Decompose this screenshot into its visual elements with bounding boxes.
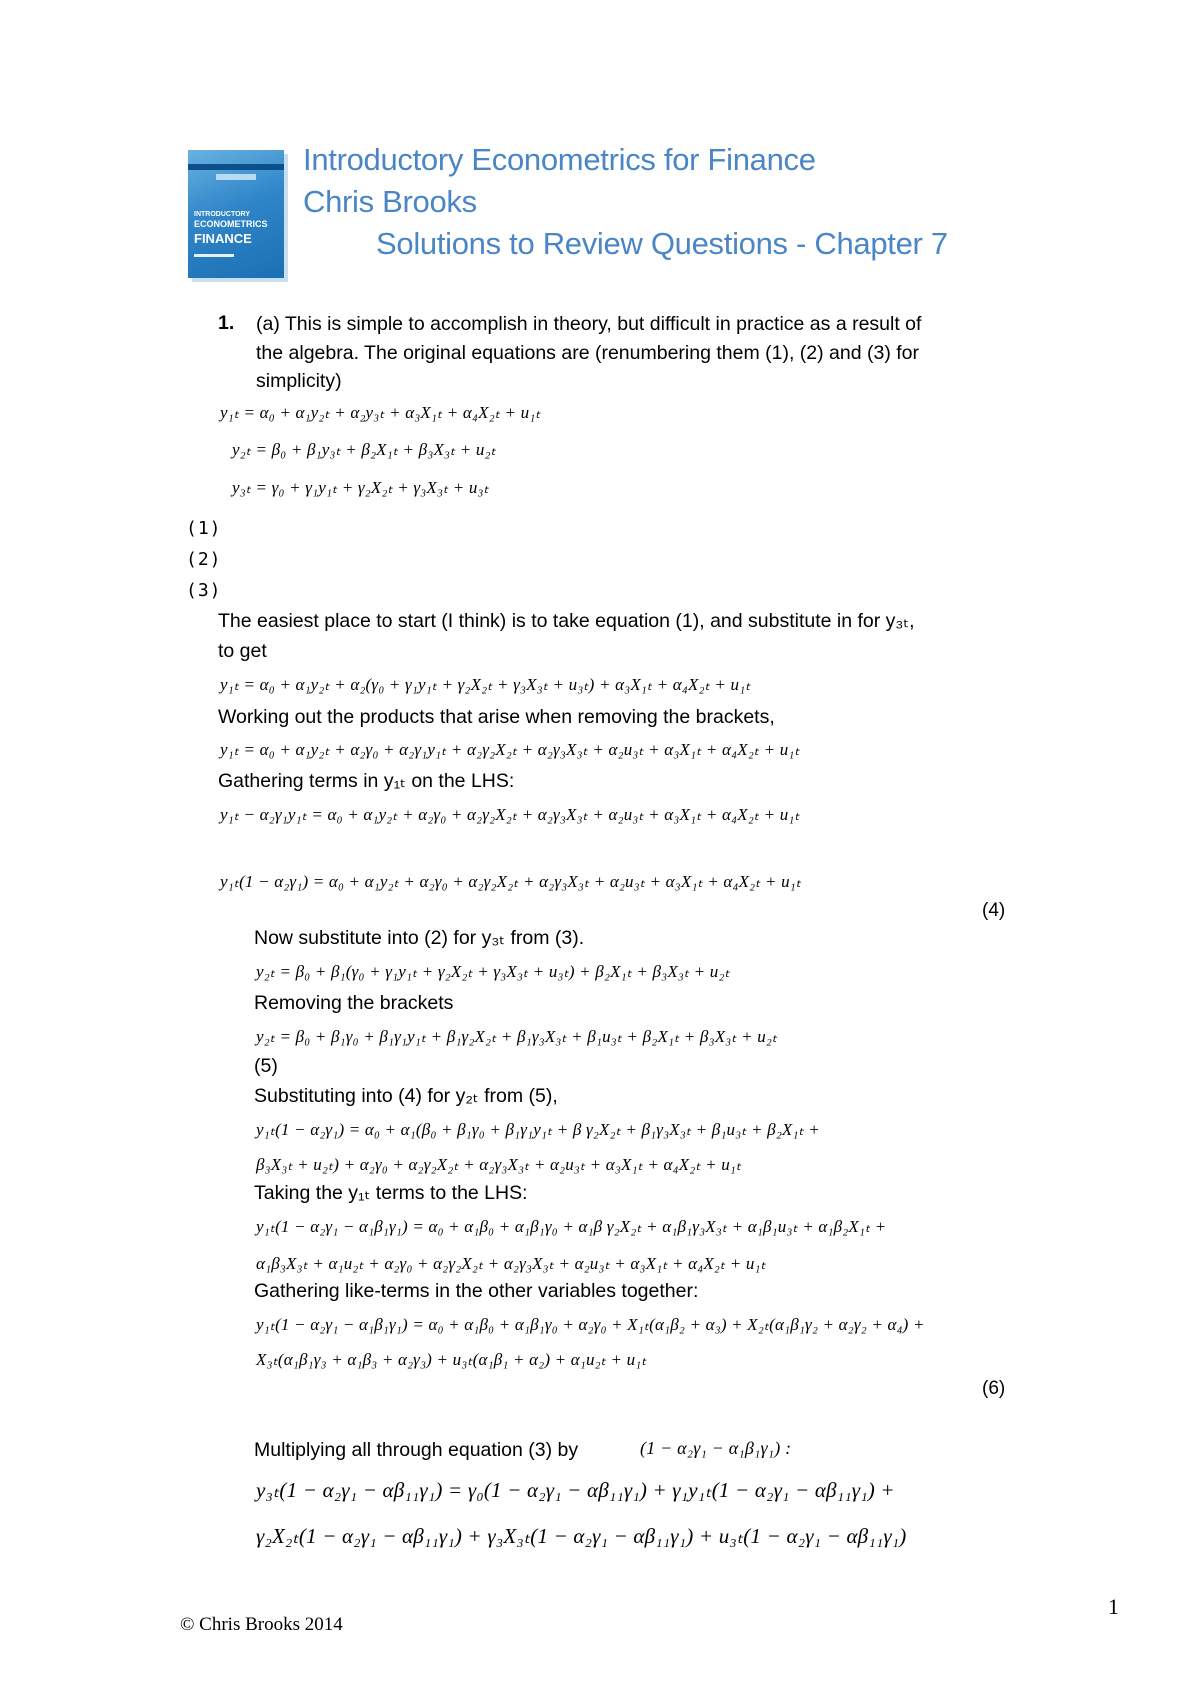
working-text: Working out the products that arise when removing the brackets, xyxy=(218,706,775,728)
label-3: (3) xyxy=(186,580,222,601)
easiest-line-1: The easiest place to start (I think) is to take equation (1), and substitute in for y₃ₜ, xyxy=(218,610,915,632)
book-title: Introductory Econometrics for Finance xyxy=(303,142,816,177)
equation-t-line-2: α₁β₃X₃ₜ + α₁u₂ₜ + α₂γ₀ + α₂γ₂X₂ₜ + α₂γ₃X₃ₜ + α₂u₃ₜ + α₃X₁ₜ + α₄X₂ₜ + u₁ₜ xyxy=(256,1254,766,1273)
taking-text: Taking the y₁ₜ terms to the LHS: xyxy=(254,1182,528,1204)
intro-line-3: simplicity) xyxy=(256,370,342,392)
easiest-line-2: to get xyxy=(218,640,267,662)
equation-2: y₂ₜ = β₀ + β₁y₃ₜ + β₂X₁ₜ + β₃X₃ₜ + u₂ₜ xyxy=(232,440,496,459)
label-2: (2) xyxy=(186,549,222,570)
cover-bar xyxy=(194,254,234,257)
label-4: (4) xyxy=(982,900,1006,921)
substituting-text: Substituting into (4) for y₂ₜ from (5), xyxy=(254,1085,558,1107)
cover-tag xyxy=(216,174,256,180)
equation-g-line-1: y₁ₜ(1 − α₂γ₁ − α₁β₁γ₁) = α₀ + α₁β₀ + α₁β₁γ₀ + α₂γ₀ + X₁ₜ(α₁β₂ + α₃) + X₂ₜ(α₁β₁γ₂ + α₂γ₂ + α₄) + xyxy=(256,1315,925,1334)
cover-line-1: INTRODUCTORY xyxy=(194,211,250,218)
multiplying-text: Multiplying all through equation (3) by xyxy=(254,1439,579,1461)
gathering-text: Gathering terms in y₁ₜ on the LHS: xyxy=(218,770,515,792)
equation-g-line-2: X₃ₜ(α₁β₁γ₃ + α₁β₃ + α₂γ₃) + u₃ₜ(α₁β₁ + α₂) + α₁u₂ₜ + u₁ₜ xyxy=(256,1350,647,1369)
equation-3: y₃ₜ = γ₀ + γ₁y₁ₜ + γ₂X₂ₜ + γ₃X₃ₜ + u₃ₜ xyxy=(232,478,489,497)
equation-m-line-2: γ₂X₂ₜ(1 − α₂γ₁ − αβ₁₁γ₁) + γ₃X₃ₜ(1 − α₂γ₁ − αβ₁₁γ₁) + u₃ₜ(1 − α₂γ₁ − αβ₁₁γ₁) xyxy=(256,1524,907,1548)
equation-1: y₁ₜ = α₀ + α₁y₂ₜ + α₂y₃ₜ + α₃X₁ₜ + α₄X₂ₜ + u₁ₜ xyxy=(220,403,541,422)
chapter-subtitle: Solutions to Review Questions - Chapter 7 xyxy=(376,226,948,261)
label-1: (1) xyxy=(186,518,222,539)
book-cover-image xyxy=(188,150,284,278)
intro-line-1: (a) This is simple to accomplish in theory, but difficult in practice as a result of xyxy=(256,313,922,335)
cover-line-3: FINANCE xyxy=(194,231,252,246)
equation-t-line-1: y₁ₜ(1 − α₂γ₁ − α₁β₁γ₁) = α₀ + α₁β₀ + α₁β₁γ₀ + α₁β γ₂X₂ₜ + α₁β₁γ₃X₃ₜ + α₁β₁u₃ₜ + α₁β₂X₁ₜ + xyxy=(256,1217,887,1236)
equation-gathered-1: y₁ₜ − α₂γ₁y₁ₜ = α₀ + α₁y₂ₜ + α₂γ₀ + α₂γ₂X₂ₜ + α₂γ₃X₃ₜ + α₂u₃ₜ + α₃X₁ₜ + α₄X₂ₜ + u₁ₜ xyxy=(220,805,800,824)
removing-text: Removing the brackets xyxy=(254,992,454,1014)
equation-y2-expanded: y₂ₜ = β₀ + β₁γ₀ + β₁γ₁y₁ₜ + β₁γ₂X₂ₜ + β₁γ₃X₃ₜ + β₁u₃ₜ + β₂X₁ₜ + β₃X₃ₜ + u₂ₜ xyxy=(256,1027,778,1046)
now-substitute-text: Now substitute into (2) for y₃ₜ from (3). xyxy=(254,927,585,949)
gather-like-text: Gathering like-terms in the other variables together: xyxy=(254,1280,699,1302)
multiplying-expression: (1 − α₂γ₁ − α₁β₁γ₁) : xyxy=(640,1438,792,1458)
intro-line-2: the algebra. The original equations are (renumbering them (1), (2) and (3) for xyxy=(256,342,919,364)
cover-strip xyxy=(188,164,284,170)
cover-line-2: ECONOMETRICS xyxy=(194,219,268,229)
question-number: 1. xyxy=(218,312,235,334)
equation-s-line-2: β₃X₃ₜ + u₂ₜ) + α₂γ₀ + α₂γ₂X₂ₜ + α₂γ₃X₃ₜ + α₂u₃ₜ + α₃X₁ₜ + α₄X₂ₜ + u₁ₜ xyxy=(256,1155,742,1174)
label-5: (5) xyxy=(254,1055,278,1077)
equation-substituted: y₁ₜ = α₀ + α₁y₂ₜ + α₂(γ₀ + γ₁y₁ₜ + γ₂X₂ₜ + γ₃X₃ₜ + u₃ₜ) + α₃X₁ₜ + α₄X₂ₜ + u₁ₜ xyxy=(220,675,751,694)
equation-y2-substituted: y₂ₜ = β₀ + β₁(γ₀ + γ₁y₁ₜ + γ₂X₂ₜ + γ₃X₃ₜ + u₃ₜ) + β₂X₁ₜ + β₃X₃ₜ + u₂ₜ xyxy=(256,962,730,981)
page-number: 1 xyxy=(1108,1594,1119,1619)
equation-gathered-2: y₁ₜ(1 − α₂γ₁) = α₀ + α₁y₂ₜ + α₂γ₀ + α₂γ₂X₂ₜ + α₂γ₃X₃ₜ + α₂u₃ₜ + α₃X₁ₜ + α₄X₂ₜ + u₁ₜ xyxy=(220,872,802,891)
author-name: Chris Brooks xyxy=(303,184,477,219)
equation-m-line-1: y₃ₜ(1 − α₂γ₁ − αβ₁₁γ₁) = γ₀(1 − α₂γ₁ − αβ₁₁γ₁) + γ₁y₁ₜ(1 − α₂γ₁ − αβ₁₁γ₁) + xyxy=(256,1478,895,1502)
equation-s-line-1: y₁ₜ(1 − α₂γ₁) = α₀ + α₁(β₀ + β₁γ₀ + β₁γ₁y₁ₜ + β γ₂X₂ₜ + β₁γ₃X₃ₜ + β₁u₃ₜ + β₂X₁ₜ + xyxy=(256,1120,820,1139)
equation-expanded: y₁ₜ = α₀ + α₁y₂ₜ + α₂γ₀ + α₂γ₁y₁ₜ + α₂γ₂X₂ₜ + α₂γ₃X₃ₜ + α₂u₃ₜ + α₃X₁ₜ + α₄X₂ₜ + u₁ₜ xyxy=(220,740,800,759)
label-6: (6) xyxy=(982,1378,1006,1399)
copyright-footer: © Chris Brooks 2014 xyxy=(180,1614,343,1635)
